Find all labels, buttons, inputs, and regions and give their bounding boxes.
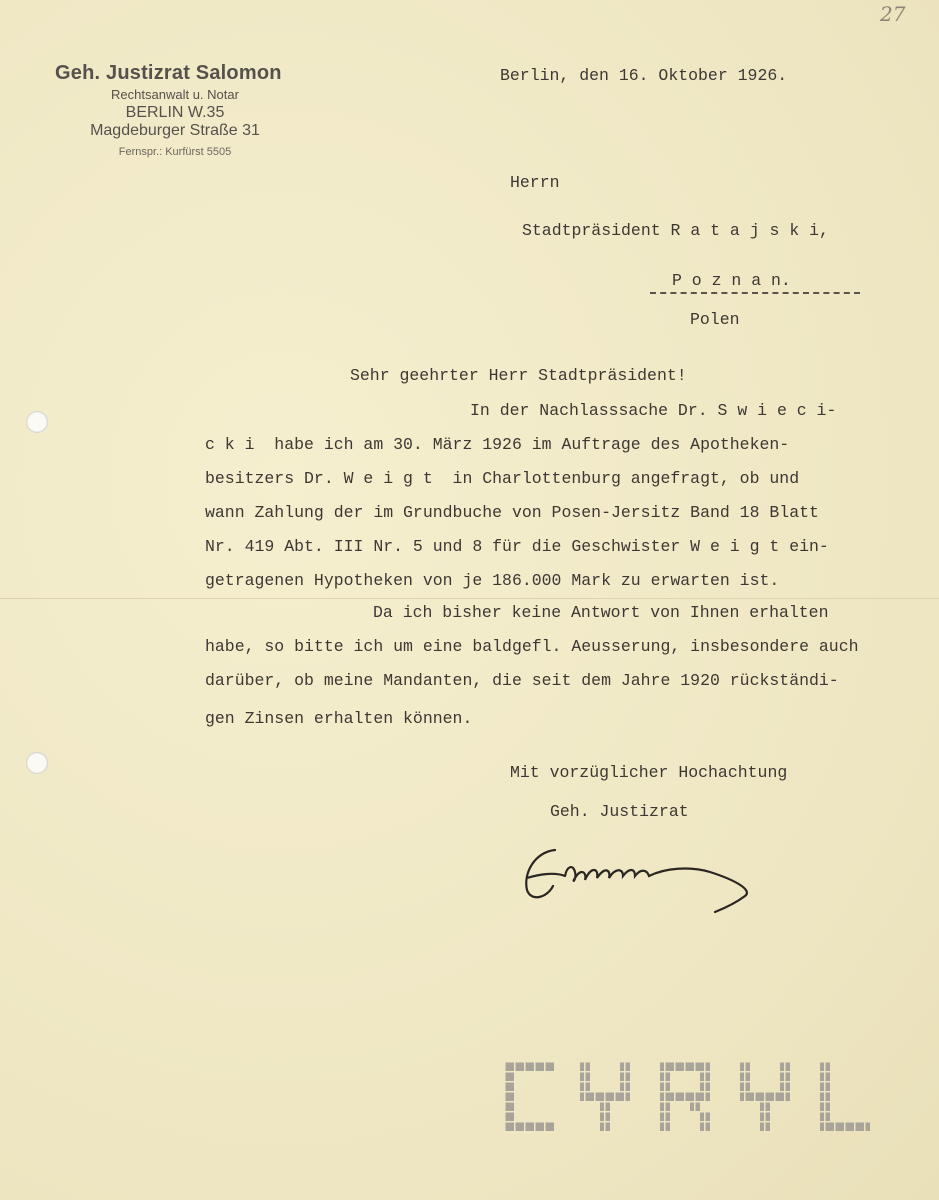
sender-title: Geh. Justizrat — [550, 802, 689, 821]
recipient-salutation: Herrn — [510, 173, 560, 192]
city-underline — [650, 292, 860, 294]
letterhead — [55, 62, 295, 158]
greeting: Sehr geehrter Herr Stadtpräsident! — [350, 366, 687, 385]
handwritten-signature — [515, 838, 775, 918]
cyryl-watermark-logo — [505, 1062, 875, 1132]
date-line: Berlin, den 16. Oktober 1926. — [500, 66, 788, 85]
recipient-country: Polen — [690, 310, 740, 329]
body-line-9: darüber, ob meine Mandanten, die seit dem Jahre 1920 rückständi- — [205, 671, 839, 690]
body-line-1: In der Nachlasssache Dr. S w i e c i- — [470, 401, 837, 420]
letterhead-name: Geh. Justizrat Salomon — [55, 62, 282, 84]
closing: Mit vorzüglicher Hochachtung — [510, 763, 788, 782]
letterhead-city: BERLIN W.35 — [125, 104, 225, 121]
recipient-city: P o z n a n. — [672, 271, 791, 290]
punch-hole-bottom — [26, 752, 48, 774]
body-line-2: c k i habe ich am 30. März 1926 im Auftrage des Apotheken- — [205, 435, 790, 454]
letterhead-phone: Fernspr.: Kurfürst 5505 — [118, 146, 232, 158]
body-line-6: getragenen Hypotheken von je 186.000 Mark zu erwarten ist. — [205, 571, 780, 590]
letterhead-street: Magdeburger Straße 31 — [90, 122, 260, 139]
body-line-5: Nr. 419 Abt. III Nr. 5 und 8 für die Geschwister W e i g t ein- — [205, 537, 829, 556]
body-line-8: habe, so bitte ich um eine baldgefl. Aeusserung, insbesondere auch — [205, 637, 859, 656]
punch-hole-top — [26, 411, 48, 433]
letterhead-title: Rechtsanwalt u. Notar — [111, 87, 239, 102]
recipient-name: Stadtpräsident R a t a j s k i, — [522, 221, 829, 240]
body-line-10: gen Zinsen erhalten können. — [205, 709, 473, 728]
body-line-4: wann Zahlung der im Grundbuche von Posen-Jersitz Band 18 Blatt — [205, 503, 819, 522]
page-number: 27 — [880, 2, 906, 26]
body-line-7: Da ich bisher keine Antwort von Ihnen erhalten — [373, 603, 829, 622]
paper-fold-line — [0, 598, 939, 599]
body-line-3: besitzers Dr. W e i g t in Charlottenburg angefragt, ob und — [205, 469, 800, 488]
